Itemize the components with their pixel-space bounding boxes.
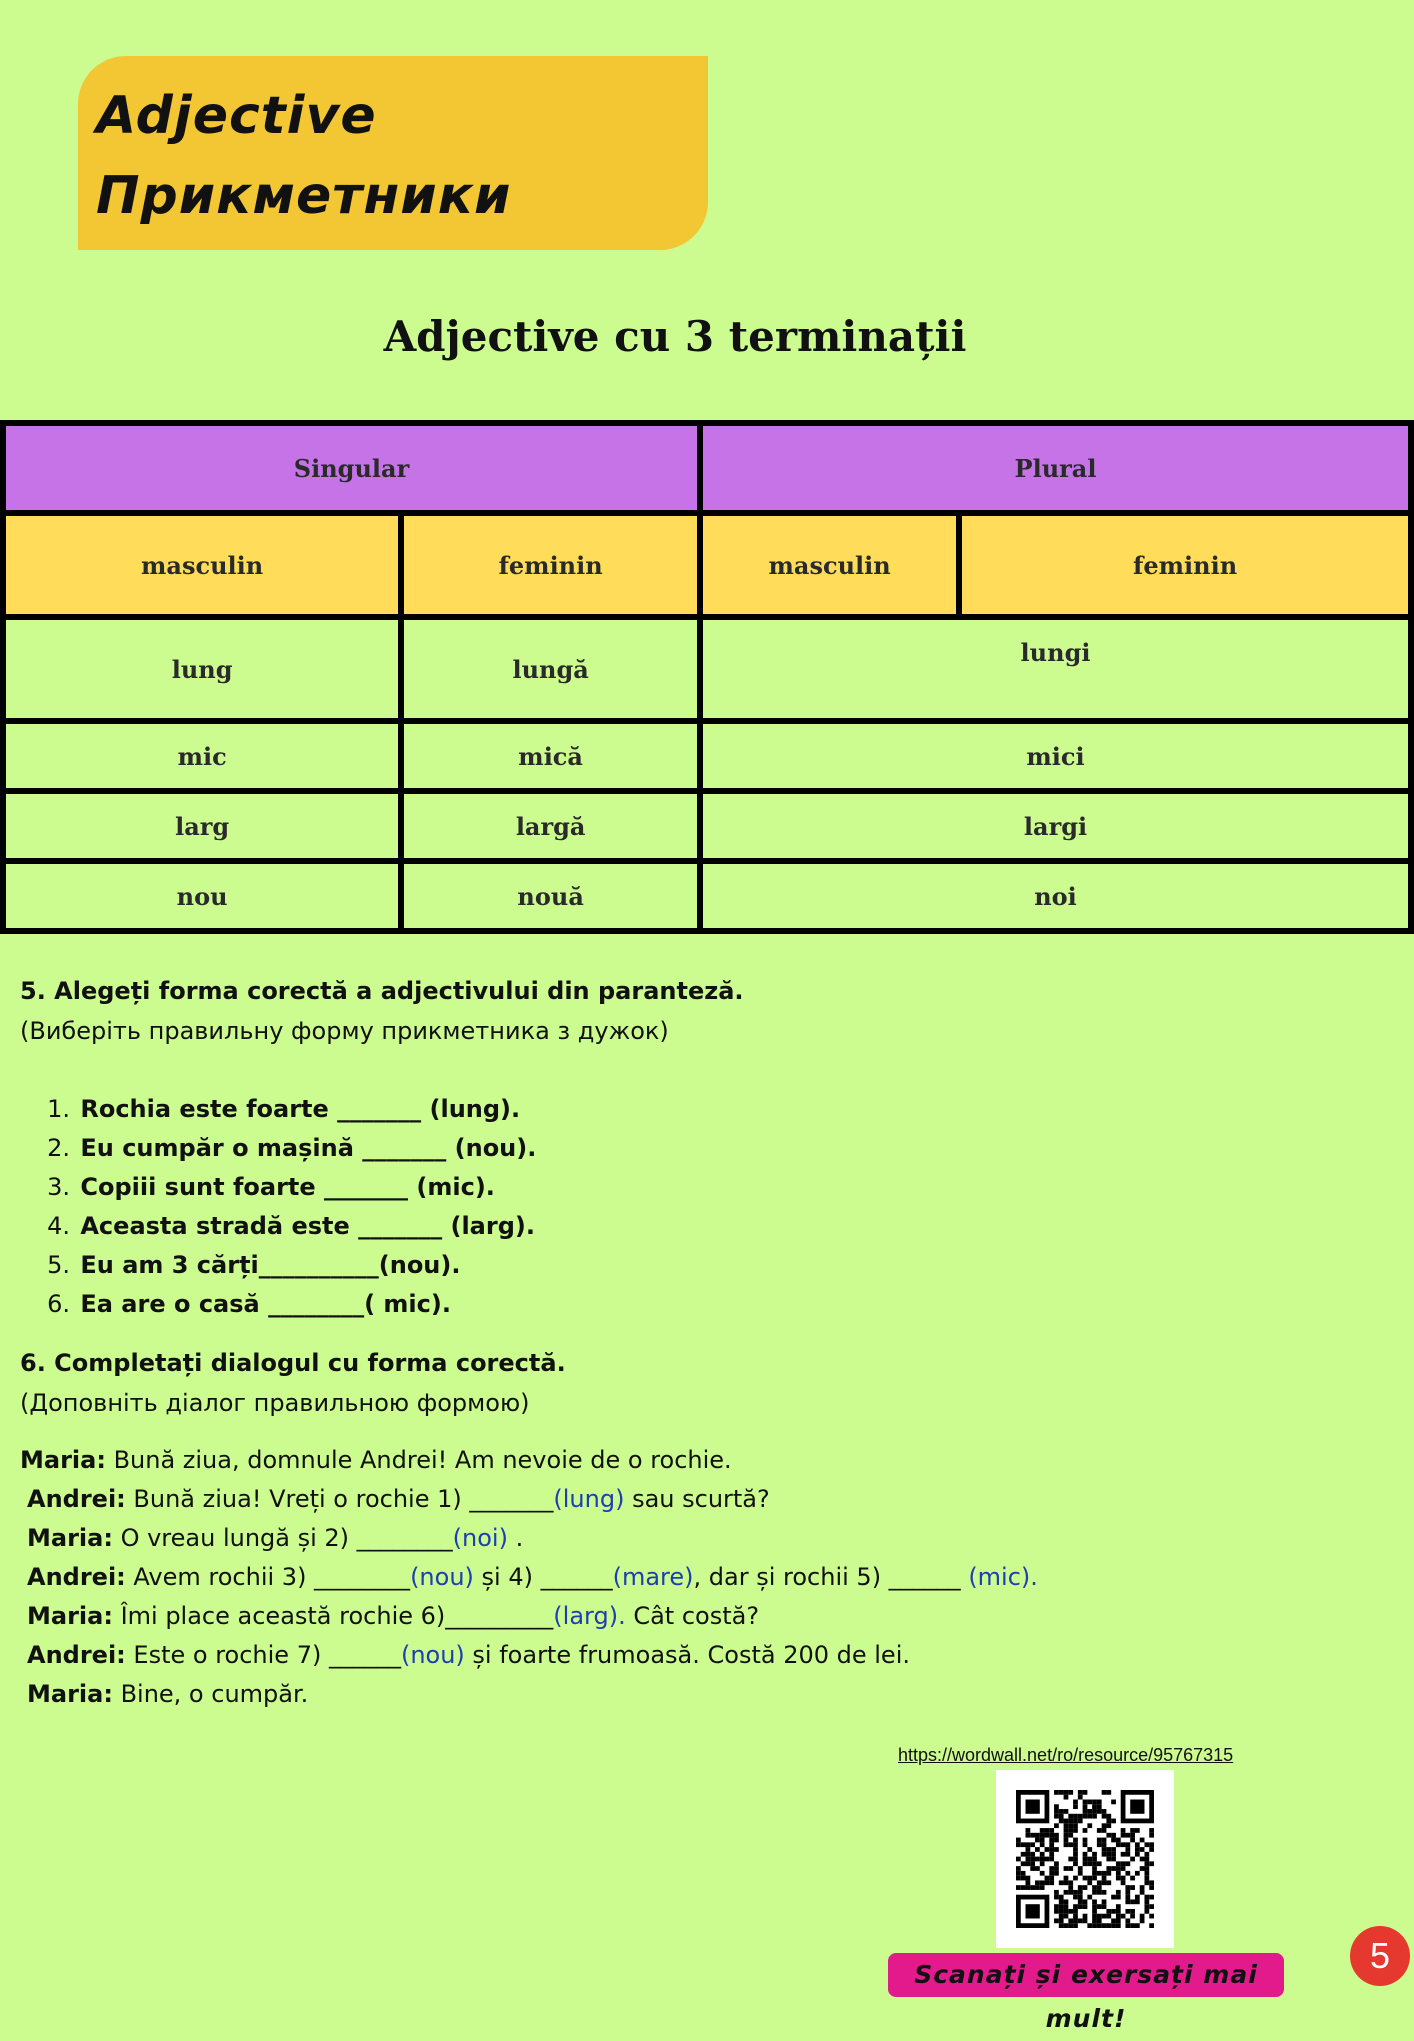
dialog-line: Maria: O vreau lungă și 2) ________(noi) . — [27, 1524, 524, 1552]
dialog-line: Andrei: Avem rochii 3) ________(nou) și 4) ______(mare), dar și rochii 5) ______ (mic). — [27, 1563, 1038, 1591]
exercise6-title: 6. Completați dialogul cu forma corectă. — [20, 1349, 566, 1377]
section-heading: Adjective cu 3 terminații — [383, 312, 967, 361]
adjective-table — [0, 420, 1414, 934]
cell-plural: lungi — [700, 617, 1411, 721]
cell-plural: largi — [700, 791, 1411, 861]
cell-fem-sg: lungă — [401, 617, 700, 721]
qr-code — [996, 1770, 1174, 1948]
cell-masc-sg: lung — [3, 617, 401, 721]
cell-fem-sg: nouă — [401, 861, 700, 931]
exercise5-subtitle: (Виберіть правильну форму прикметника з дужок) — [20, 1017, 669, 1045]
cell-masc-sg: larg — [3, 791, 401, 861]
dialog-line: Maria: Îmi place această rochie 6)_________(larg). Cât costă? — [27, 1602, 760, 1630]
title-ukrainian: Прикметники — [96, 166, 512, 226]
header-fem-pl: feminin — [959, 513, 1411, 617]
list-item: 4. Aceasta stradă este _______ (larg). — [47, 1212, 535, 1240]
table-row — [3, 721, 1411, 791]
cell-fem-sg: mică — [401, 721, 700, 791]
cell-plural: mici — [700, 721, 1411, 791]
dialog — [20, 1441, 1038, 1714]
title-romanian: Adjective — [96, 86, 377, 146]
table-row — [3, 861, 1411, 931]
list-item: 5. Eu am 3 cărți__________(nou). — [47, 1251, 461, 1279]
title-banner — [78, 56, 708, 250]
table-row — [3, 791, 1411, 861]
list-item: 2. Eu cumpăr o mașină _______ (nou). — [47, 1134, 537, 1162]
scan-cta-banner: Scanați și exersați mai mult! — [888, 1953, 1284, 1997]
exercise6-subtitle: (Доповніть діалог правильною формою) — [20, 1389, 530, 1417]
page-number-badge: 5 — [1350, 1926, 1410, 1986]
dialog-line: Andrei: Bună ziua! Vreți o rochie 1) _______(lung) sau scurtă? — [27, 1485, 770, 1513]
cell-fem-sg: largă — [401, 791, 700, 861]
table-row — [3, 617, 1411, 721]
list-item: 6. Ea are o casă ________( mic). — [47, 1290, 451, 1318]
header-masc-pl: masculin — [700, 513, 959, 617]
header-plural: Plural — [700, 423, 1411, 513]
cell-plural: noi — [700, 861, 1411, 931]
header-masc-sg: masculin — [3, 513, 401, 617]
qr-code-icon — [1016, 1790, 1154, 1928]
table-gender-header-row — [3, 513, 1411, 617]
header-fem-sg: feminin — [401, 513, 700, 617]
cell-masc-sg: mic — [3, 721, 401, 791]
exercise5-title: 5. Alegeți forma corectă a adjectivului din paranteză. — [20, 977, 744, 1005]
exercise5-list — [40, 1090, 536, 1324]
dialog-line: Andrei: Este o rochie 7) ______(nou) și foarte frumoasă. Costă 200 de lei. — [27, 1641, 910, 1669]
list-item: 3. Copiii sunt foarte _______ (mic). — [47, 1173, 495, 1201]
table-group-header-row — [3, 423, 1411, 513]
resource-link[interactable]: https://wordwall.net/ro/resource/95767315 — [898, 1745, 1234, 1765]
dialog-line: Maria: Bună ziua, domnule Andrei! Am nevoie de o rochie. — [20, 1446, 732, 1474]
list-item: 1. Rochia este foarte _______ (lung). — [47, 1095, 521, 1123]
dialog-line: Maria: Bine, o cumpăr. — [27, 1680, 309, 1708]
cell-masc-sg: nou — [3, 861, 401, 931]
header-singular: Singular — [3, 423, 700, 513]
